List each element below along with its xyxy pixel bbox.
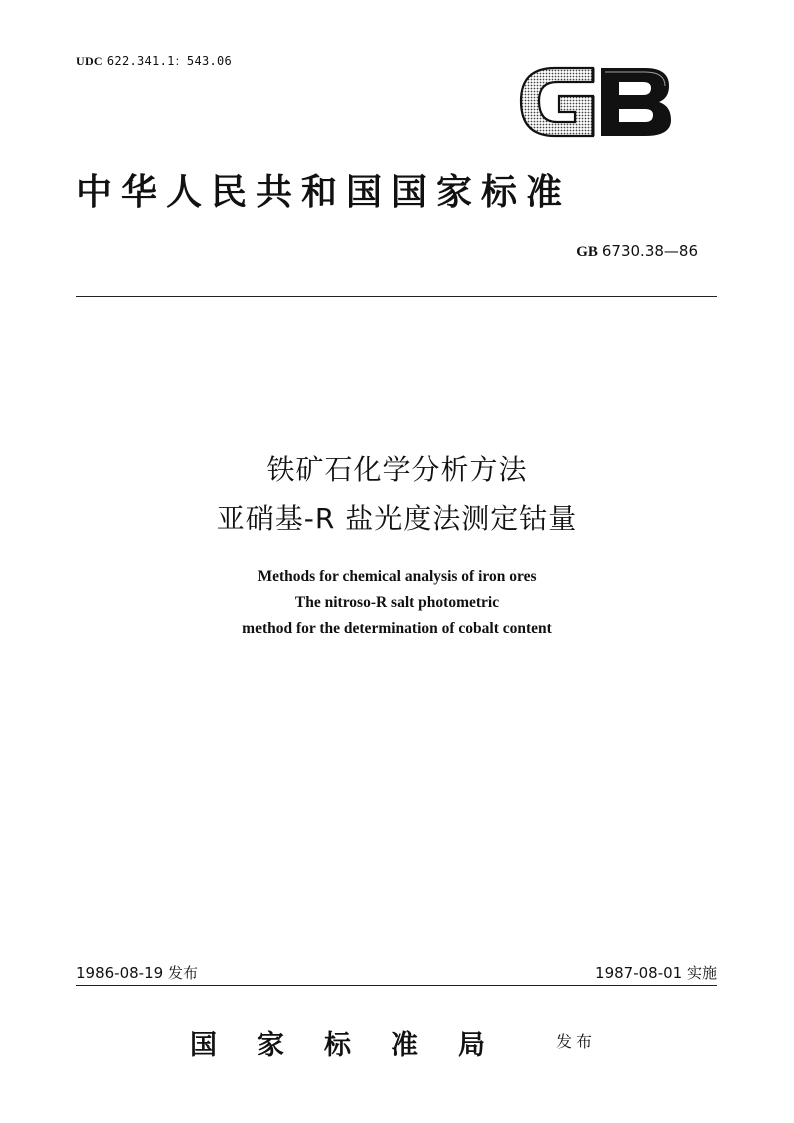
publisher-action: 发布 (556, 1032, 597, 1051)
standard-number (576, 242, 698, 261)
title-cn-line2: 亚硝基-R 盐光度法测定钴量 (216, 502, 578, 535)
publisher-name: 国家标准局 (190, 1030, 525, 1061)
gb-logo-graphic (515, 60, 675, 142)
udc-code: 622.341.1：543.06 (106, 54, 233, 68)
gb-logo (515, 60, 675, 142)
udc-label: UDC (76, 54, 103, 68)
title-en-line2: The nitroso-R salt photometric (294, 594, 500, 611)
bottom-divider (76, 985, 717, 986)
standard-prefix: GB (576, 244, 598, 260)
udc-classification (76, 52, 232, 69)
issue-date: 1986-08-19 发布 (76, 964, 198, 982)
title-en-line1: Methods for chemical analysis of iron ores (257, 568, 537, 585)
title-cn-line1: 铁矿石化学分析方法 (266, 453, 528, 486)
top-divider (76, 296, 717, 297)
national-standard-title: 中华人民共和国国家标准 (76, 171, 572, 213)
implementation-date: 1987-08-01 实施 (595, 964, 717, 982)
standard-code: 6730.38—86 (601, 242, 698, 260)
title-en-line3: method for the determination of cobalt content (242, 620, 552, 637)
